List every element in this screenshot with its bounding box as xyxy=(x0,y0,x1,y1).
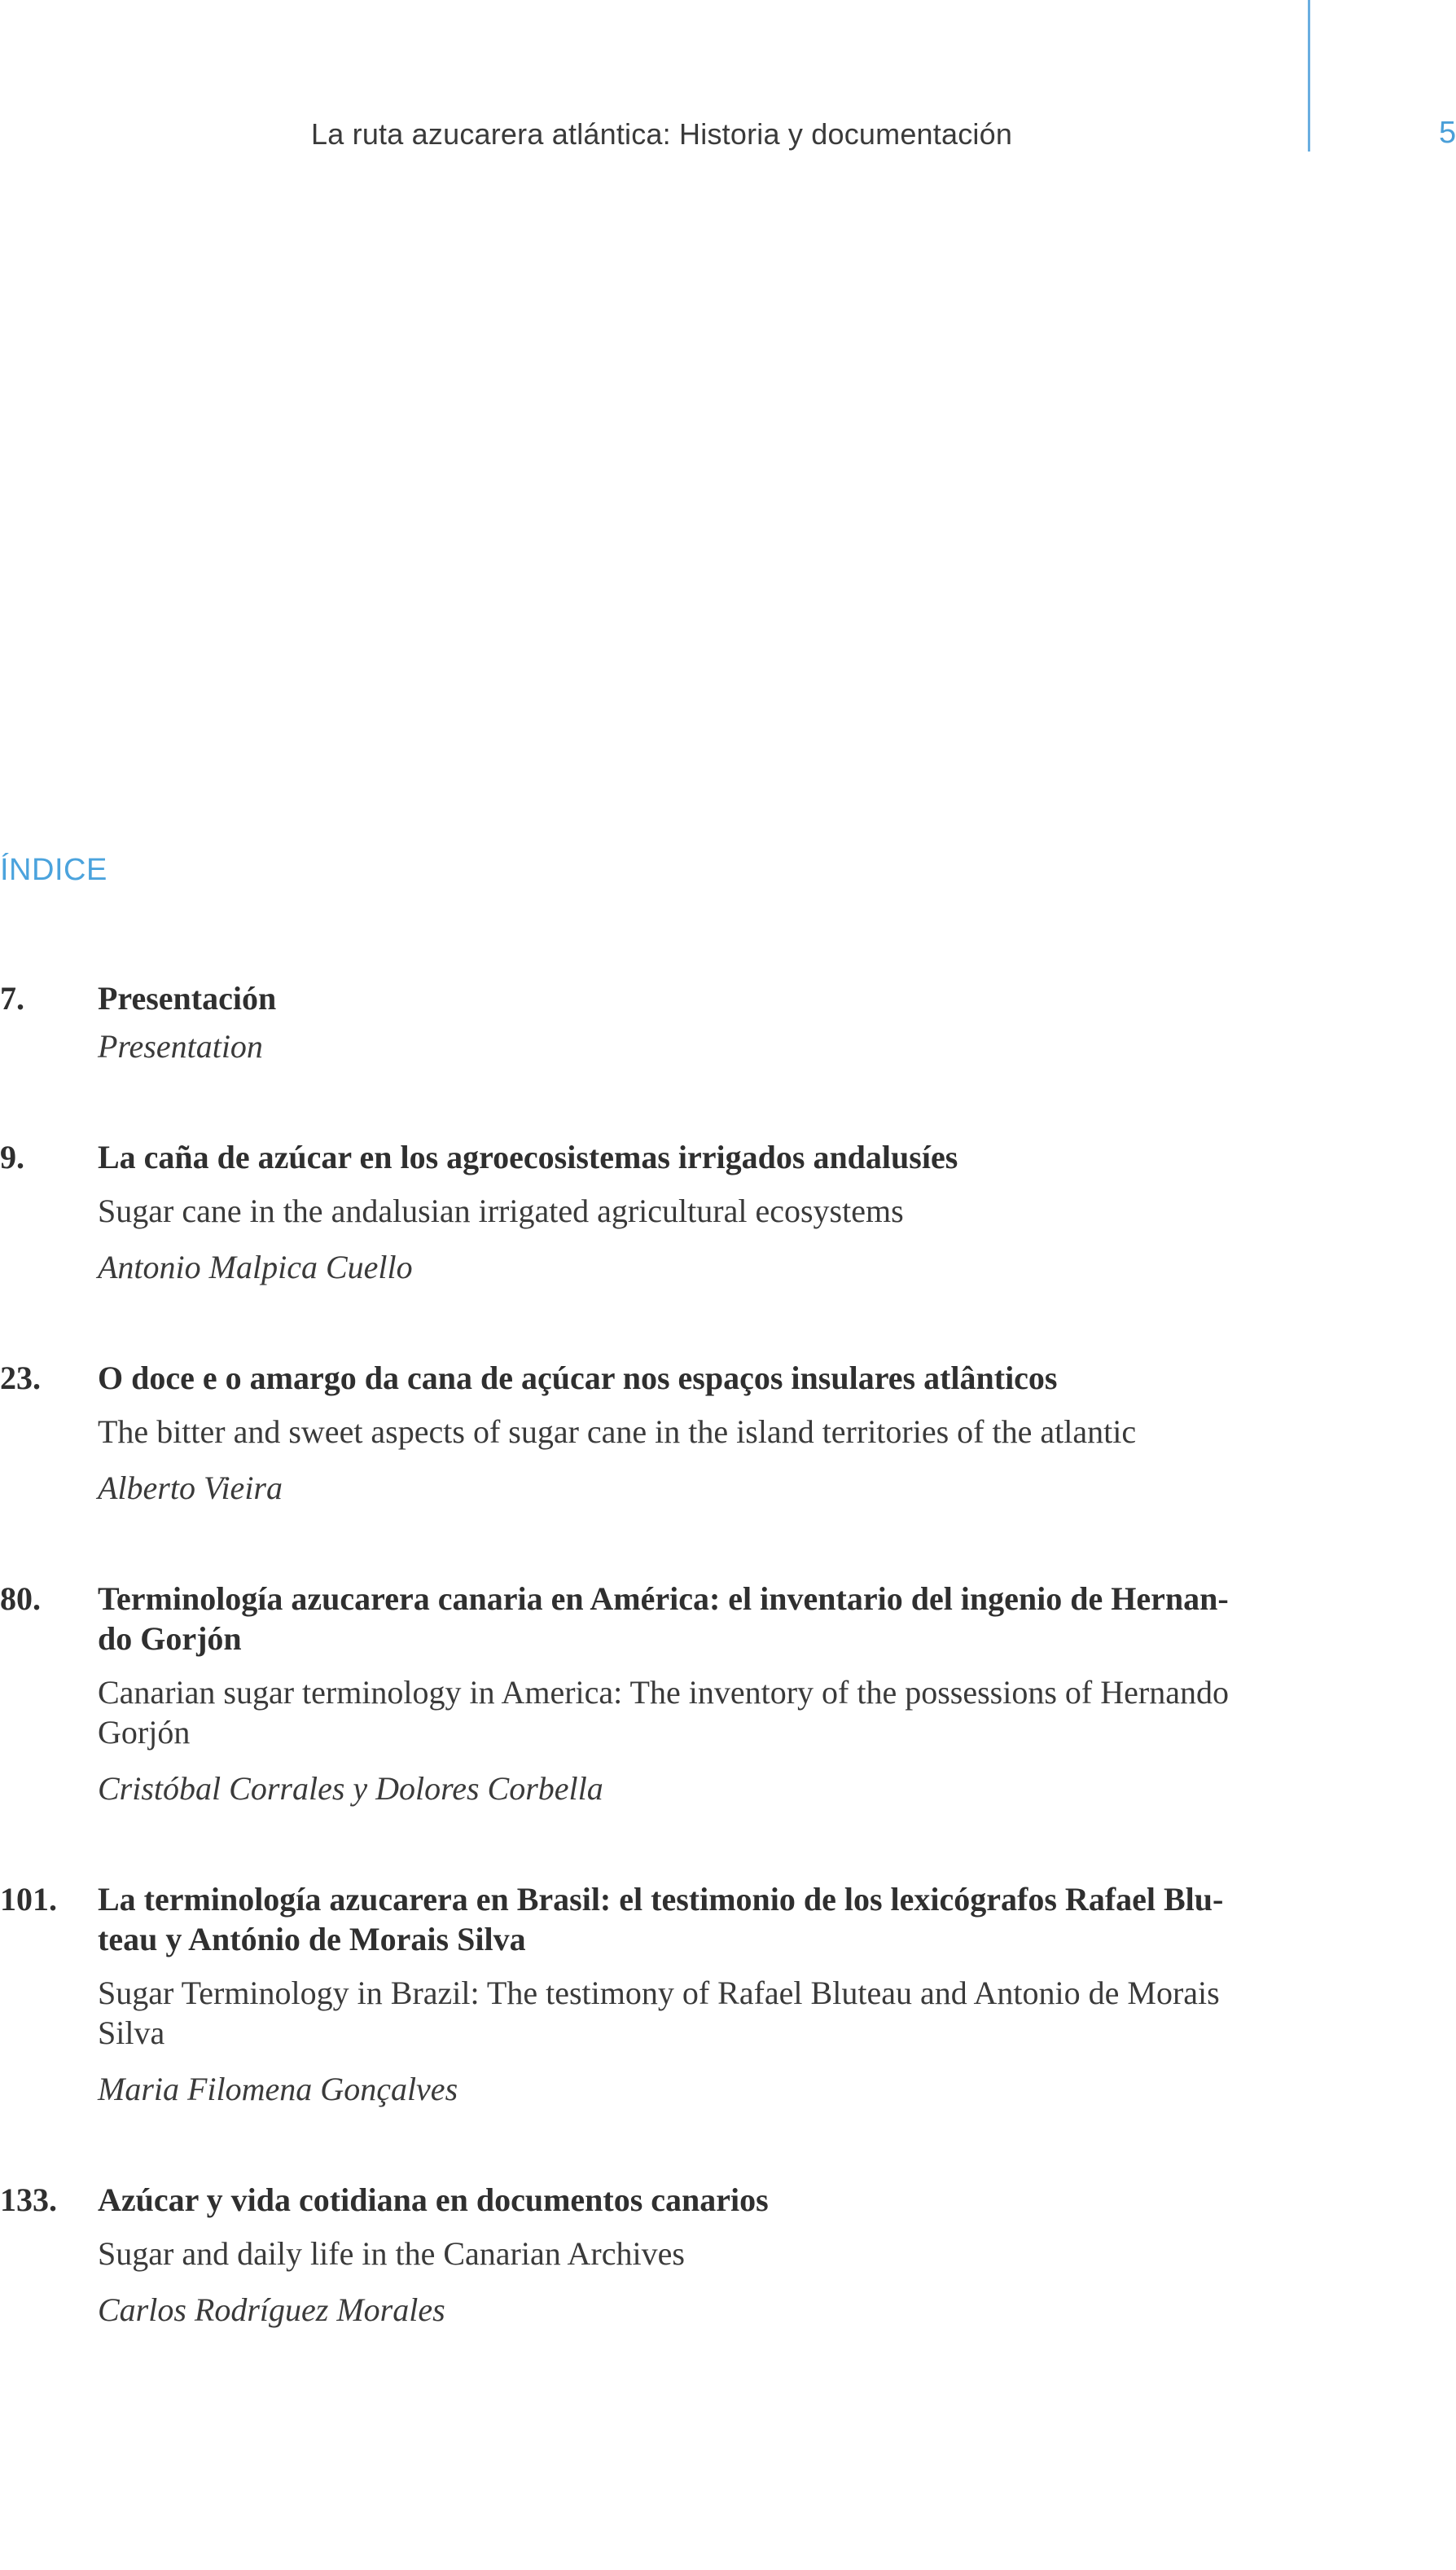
toc-page-number: 101. xyxy=(0,1881,57,1918)
toc-entry[interactable] xyxy=(0,1876,1454,2113)
toc-title-line[interactable]: O doce e o amargo da cana de açúcar nos espaços insulares atlânticos xyxy=(98,1360,1058,1396)
header-divider-rule xyxy=(1308,0,1310,152)
toc-subtitle-line: Sugar Terminology in Brazil: The testimony of Rafael Bluteau and Antonio de Morais xyxy=(98,1975,1220,2011)
toc-page-number: 7. xyxy=(0,980,24,1017)
toc-entry[interactable] xyxy=(0,1134,1454,1291)
table-of-contents xyxy=(0,975,1454,2397)
toc-entry[interactable] xyxy=(0,975,1454,1070)
toc-author: Carlos Rodríguez Morales xyxy=(98,2291,445,2328)
toc-subtitle-line: Sugar cane in the andalusian irrigated agricultural ecosystems xyxy=(98,1193,904,1229)
toc-title-line[interactable]: La caña de azúcar en los agroecosistemas irrigados andalusíes xyxy=(98,1139,958,1175)
page-number: 5 xyxy=(1439,116,1456,150)
toc-title-line[interactable]: do Gorjón xyxy=(98,1620,242,1657)
toc-title-line[interactable]: Terminología azucarera canaria en América: el inventario del ingenio de Hernan- xyxy=(98,1580,1229,1617)
toc-author: Antonio Malpica Cuello xyxy=(98,1249,413,1285)
toc-subtitle-line: Canarian sugar terminology in America: The inventory of the possessions of Hernando xyxy=(98,1674,1229,1711)
toc-page-number: 133. xyxy=(0,2181,57,2218)
toc-title-line[interactable]: teau y António de Morais Silva xyxy=(98,1921,526,1957)
toc-author: Maria Filomena Gonçalves xyxy=(98,2071,458,2107)
toc-subtitle-line: The bitter and sweet aspects of sugar cane in the island territories of the atlantic xyxy=(98,1413,1137,1450)
toc-title-line[interactable]: Azúcar y vida cotidiana en documentos canarios xyxy=(98,2181,769,2218)
running-header: La ruta azucarera atlántica: Historia y documentación xyxy=(311,117,1013,151)
toc-entry[interactable] xyxy=(0,1575,1454,1812)
toc-author: Alberto Vieira xyxy=(98,1470,283,1506)
toc-entry[interactable] xyxy=(0,1355,1454,1512)
toc-subtitle-line: Gorjón xyxy=(98,1714,191,1751)
toc-page-number: 23. xyxy=(0,1360,41,1396)
toc-page-number: 80. xyxy=(0,1580,41,1617)
toc-page-number: 9. xyxy=(0,1139,24,1175)
toc-entry[interactable] xyxy=(0,2177,1454,2334)
toc-title-line[interactable]: Presentación xyxy=(98,980,277,1017)
section-title: ÍNDICE xyxy=(0,853,107,887)
toc-translation: Presentation xyxy=(98,1028,263,1065)
toc-author: Cristóbal Corrales y Dolores Corbella xyxy=(98,1770,603,1807)
toc-title-line[interactable]: La terminología azucarera en Brasil: el testimonio de los lexicógrafos Rafael Blu- xyxy=(98,1881,1224,1918)
toc-subtitle-line: Silva xyxy=(98,2014,165,2051)
toc-subtitle-line: Sugar and daily life in the Canarian Archives xyxy=(98,2235,685,2272)
